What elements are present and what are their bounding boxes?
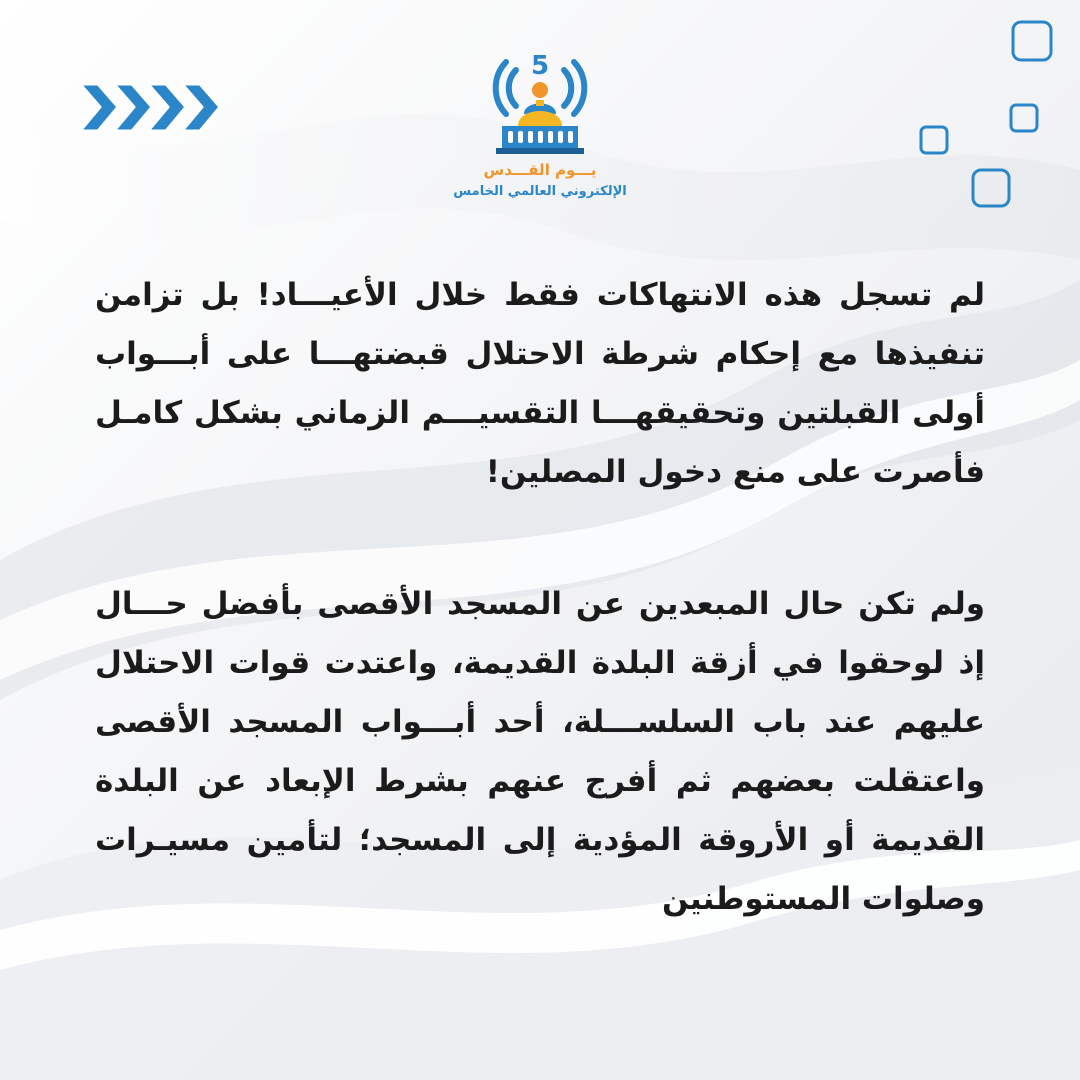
svg-text:5: 5 xyxy=(530,51,550,81)
chevrons-decoration xyxy=(78,80,223,135)
logo-title: يـــوم القـــدس xyxy=(483,161,597,179)
dome-broadcast-icon xyxy=(480,40,600,160)
paragraph-1: لم تسجل هذه الانتهاكات فقط خلال الأعيـــاد! بل تزامن تنفيذها مع إحكام شرطة الاحتلال قبضتهـــا على أبـــواب أولى القبلتين وتحقيقهـــا التقسيـــم الزماني بشكل كامـل فأصرت على منع دخول المصلين! xyxy=(95,277,985,490)
event-logo xyxy=(440,40,640,215)
paragraph-2: ولم تكن حال المبعدين عن المسجد الأقصى بأفضل حـــال إذ لوحقوا في أزقة البلدة القديمة، واعتدت قوات الاحتلال عليهم عند باب السلســـلة، أحد أبـــواب المسجد الأقصى واعتقلت بعضهم ثم أفرج عنهم بشرط الإبعاد عن البلدة القديمة أو الأروقة المؤدية إلى المسجد؛ لتأمين مسيـرات وصلوات المستوطنين xyxy=(95,586,985,917)
squares-decoration xyxy=(915,15,1065,220)
logo-subtitle: الإلكتروني العالمي الخامس xyxy=(453,184,627,199)
